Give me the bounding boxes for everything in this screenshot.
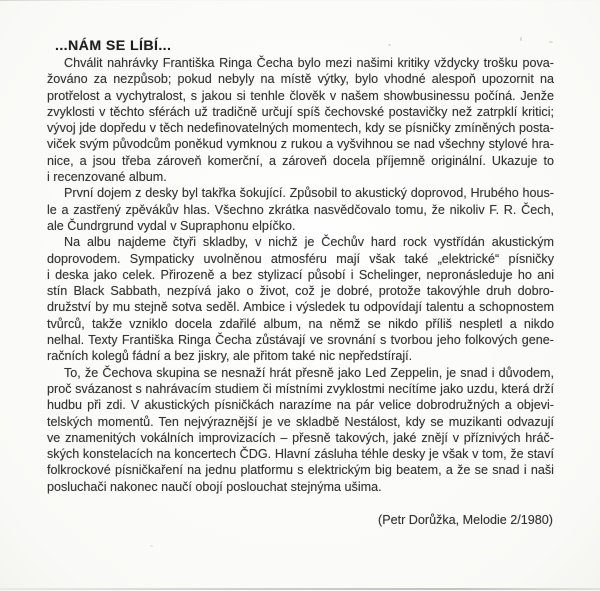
text-line: hudbu při zdi. V akustických písničkách narazíme na pár velice dobrodružných a objevi- xyxy=(47,398,554,413)
paragraph xyxy=(47,234,554,364)
scan-edge-shadow xyxy=(0,588,600,590)
article-attribution: (Petr Dorůžka, Melodie 2/1980) xyxy=(378,513,553,528)
text-line: i deska jako celek. Přirozeně a bez stylizací působí i Schelinger, nepronásleduje ho ani xyxy=(47,267,554,282)
article-body xyxy=(47,55,554,495)
text-line: ale Čundrgrund vydal v Supraphonu elpíčko. xyxy=(47,218,296,233)
scan-speck-2 xyxy=(520,37,522,41)
text-line: nice, a jsou třeba zároveň komerční, a zároveň docela příjemně originální. Ukazuje to xyxy=(47,153,554,168)
text-line: První dojem z desky byl takřka šokující. Způsobil to akustický doprovod, Hrubého hous- xyxy=(64,186,554,201)
text-line: zvyklosti v těchto sférách už tradičně určují spíš čechovské postavičky než zatrpklí kritici; xyxy=(47,104,554,119)
text-line: telských momentů. Ten nejvýraznější je ve skladbě Nestálost, kdy se muzikanti odvazují xyxy=(47,414,554,429)
scan-edge-top xyxy=(0,0,600,1)
text-line: protřelost a vychytralost, s jakou si tenhle člověk v našem showbusinessu počíná. Jenže xyxy=(47,88,554,103)
text-line: Na albu najdeme čtyři skladby, v nichž je Čechův hard rock vystřídán akustickým xyxy=(64,235,554,250)
text-line: Chválit nahrávky Františka Ringa Čecha bylo mezi našimi kritiky vždycky trošku pova- xyxy=(64,56,554,70)
text-line: posluchači nakonec naučí obojí poslouchat stejnýma ušima. xyxy=(47,479,382,494)
article-title: ...NÁM SE LÍBÍ... xyxy=(55,38,172,54)
scan-speck-3 xyxy=(549,41,553,43)
text-line: folkrockové písničkaření na jednu platformu s elektrickým big beatem, a že se snad i naši xyxy=(47,463,554,478)
text-line: proč svázanost s nahrávacím studiem či místními zvyklostmi necítíme jako uzdu, která drží xyxy=(47,381,554,396)
text-line: ve znamenitých vokálních improvizacích – přesně takových, jaké znějí v příznivých hráč- xyxy=(47,430,554,445)
text-line: račních kolegů fádní a bez jiskry, ale přitom také nic nepředstírají. xyxy=(47,349,413,364)
text-line: nelhal. Texty Františka Ringa Čecha zůstávají ve srovnání s tvorbou jeho folkových gene- xyxy=(47,333,554,348)
review-article xyxy=(47,38,554,528)
text-line: ských konstelacích na koncertech ČDG. Hlavní zásluha téhle desky je však v tom, že staví xyxy=(47,447,554,462)
text-line: le a zastřený zpěvákův hlas. Všechno zkrátka nasvědčovalo tomu, že nikoliv F. R. Čech, xyxy=(47,202,554,217)
paragraph xyxy=(47,55,554,185)
text-line: To, že Čechova skupina se nesnaží hrát přesně jako Led Zeppelin, je snad i důvodem, xyxy=(64,365,554,380)
scan-speck-1 xyxy=(388,44,391,46)
text-line: tvůrců, takže vzniklo docela zdařilé album, na němž se nikdo příliš nespletl a nikdo xyxy=(47,316,554,331)
paragraph xyxy=(47,365,554,495)
text-line: doprovodem. Sympaticky uvolněnou atmosféru mají však také „elektrické“ písničky xyxy=(47,251,554,266)
paragraph xyxy=(47,185,554,234)
text-line: stín Black Sabbath, nezpívá jako o život, což je dobré, protože takovýhle druh dobro- xyxy=(47,284,554,299)
text-line: vývoj jde dopředu v těch nedefinovatelných momentech, kdy se písničky zmíněných posta- xyxy=(47,121,554,136)
text-line: viček svým původcům poněkud vymknou z rukou a vyšvihnou se nad všechny stylové hra- xyxy=(47,137,554,152)
text-line: žováno za nezpůsob; pokud nebyly na místě výtky, bylo vhodné alespoň upozornit na xyxy=(47,72,554,87)
scan-speck-4 xyxy=(150,545,153,547)
text-line: družství by mu stejně sotva seděl. Ambice i výsledek tu odpovídají talentu a schopnostem xyxy=(47,300,554,315)
text-line: i recenzované album. xyxy=(47,170,167,185)
